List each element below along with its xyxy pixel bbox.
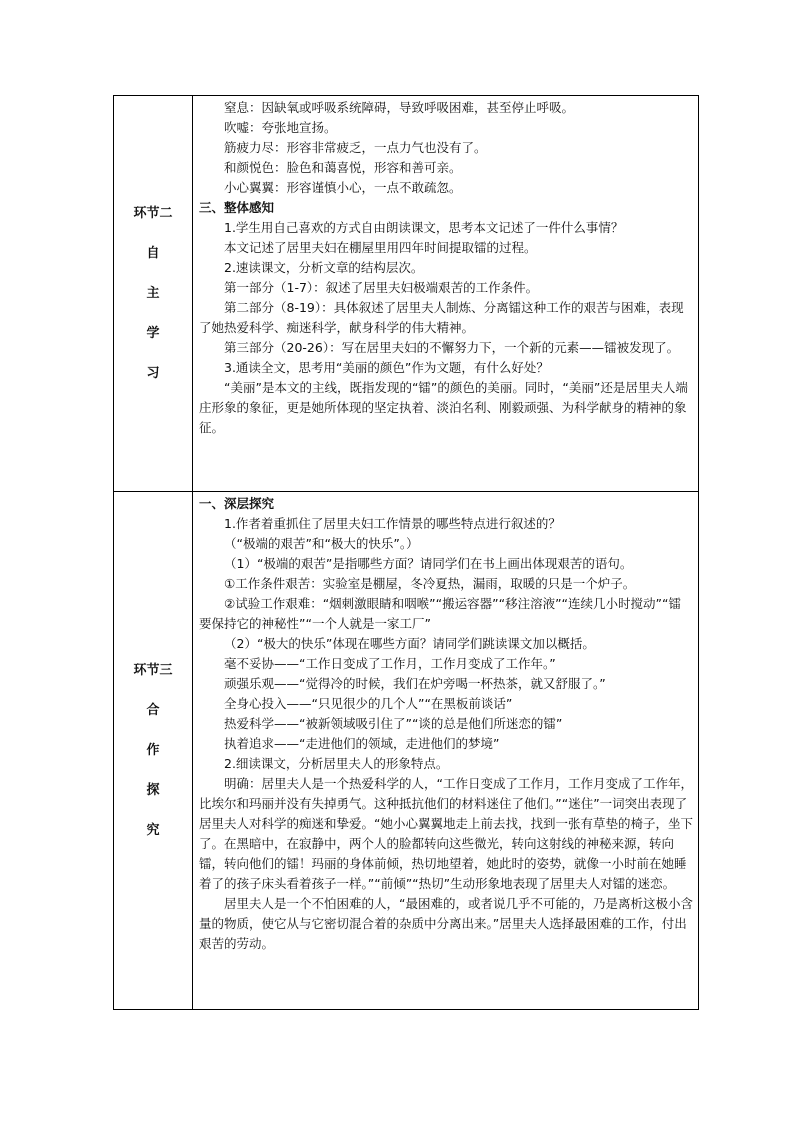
paragraph: 2.速读课文，分析文章的结构层次。: [224, 260, 424, 275]
section-char: 自: [146, 245, 160, 261]
paragraph: “美丽”是本文的主线，既指发现的“镭”的颜色的美丽。同时，“美丽”还是居里夫人端庄形象的象征，更是她所体现的坚定执着、淡泊名利、刚毅顽强、为科学献身的精神的象征。: [199, 380, 688, 435]
lesson-plan-table: [113, 95, 699, 1010]
section-label-cell: [114, 96, 193, 492]
section-title: 环节三: [133, 662, 173, 678]
section-heading: 一、深层探究: [199, 496, 275, 511]
paragraph: 执着追求——“走进他们的领域，走进他们的梦境”: [224, 736, 500, 751]
paragraph: 毫不妥协——“工作日变成了工作月，工作月变成了工作年。”: [224, 656, 556, 671]
paragraph: 和颜悦色：脸色和蔼喜悦，形容和善可亲。: [224, 160, 462, 175]
paragraph: 顽强乐观——“觉得冷的时候，我们在炉旁喝一杯热茶，就又舒服了。”: [224, 676, 606, 691]
section-content-cell: [193, 96, 699, 492]
section-char: 主: [146, 285, 160, 301]
section-row-3: [114, 492, 699, 1010]
paragraph: 2.细读课文，分析居里夫人的形象特点。: [224, 756, 449, 771]
paragraph: 窒息：因缺氧或呼吸系统障碍，导致呼吸困难，甚至停止呼吸。: [224, 100, 575, 115]
section-heading: 三、整体感知: [199, 200, 275, 215]
section-char: 学: [146, 325, 160, 341]
paragraph: 吹嘘：夸张地宣扬。: [224, 120, 337, 135]
section-char: 探: [146, 782, 160, 798]
paragraph: 本文记述了居里夫妇在棚屋里用四年时间提取镭的过程。: [224, 240, 537, 255]
section-char: 合: [146, 702, 160, 718]
paragraph: 全身心投入——“只见很少的几个人”“在黑板前谈话”: [224, 696, 513, 711]
paragraph: ②试验工作艰难：“烟刺激眼睛和咽喉”“搬运容器”“移注溶液”“连续几小时搅动”“镭要保持它的神秘性”“一个人就是一家工厂”: [199, 596, 681, 631]
paragraph: 1.作者着重抓住了居里夫妇工作情景的哪些特点进行叙述的？: [224, 516, 561, 531]
section-title: 环节二: [133, 205, 173, 221]
section-char: 习: [146, 365, 160, 381]
section-row-2: [114, 96, 699, 492]
section-char: 究: [146, 822, 160, 838]
paragraph: 1.学生用自己喜欢的方式自由朗读课文，思考本文记述了一件什么事情？: [224, 220, 624, 235]
section-content-cell: [193, 492, 699, 1010]
paragraph: （1）“极端的艰苦”是指哪些方面？请同学们在书上画出体现艰苦的语句。: [224, 556, 633, 571]
paragraph: 3.通读全文，思考用“美丽的颜色”作为文题，有什么好处？: [224, 360, 549, 375]
section-char: 作: [146, 742, 160, 758]
paragraph: 第二部分（8-19）：具体叙述了居里夫人制炼、分离镭这种工作的艰苦与困难，表现了她热爱科学、痴迷科学，献身科学的伟大精神。: [199, 300, 684, 335]
paragraph: 小心翼翼：形容谨慎小心，一点不敢疏忽。: [224, 180, 462, 195]
paragraph: 明确：居里夫人是一个热爱科学的人，“工作日变成了工作月，工作月变成了工作年，比埃尔和玛丽并没有失掉勇气。这种抵抗他们的材料迷住了他们。”“迷住”一词突出表现了居里夫人对科学的痴迷和挚爱。“她小心翼翼地走上前去找，找到一张有草垫的椅子，坐下了。在黑暗中，在寂静中，两个人的脸都转向这些微光，转向这射线的神秘来源，转向镭，转向他们的镭！玛丽的身体前倾，热切地望着，她此时的姿势，就像一小时前在她睡着了的孩子床头看着孩子一样。”“前倾”“热切”生动形象地表现了居里夫人对镭的迷恋。: [199, 776, 693, 891]
paragraph: 第三部分（20-26）：写在居里夫妇的不懈努力下，一个新的元素——镭被发现了。: [224, 340, 680, 355]
section-label-cell: [114, 492, 193, 1010]
paragraph: 第一部分（1-7）：叙述了居里夫妇极端艰苦的工作条件。: [224, 280, 539, 295]
paragraph: （2）“极大的快乐”体现在哪些方面？请同学们跳读课文加以概括。: [224, 636, 595, 651]
paragraph: 居里夫人是一个不怕困难的人，“最困难的，或者说几乎不可能的，乃是离析这极小含量的物质，使它从与它密切混合着的杂质中分离出来。”居里夫人选择最困难的工作，付出艰苦的劳动。: [199, 896, 693, 951]
paragraph: ①工作条件艰苦：实验室是棚屋，冬冷夏热，漏雨，取暖的只是一个炉子。: [224, 576, 636, 591]
paragraph: 筋疲力尽：形容非常疲乏，一点力气也没有了。: [224, 140, 487, 155]
paragraph: 热爱科学——“被新领域吸引住了”“谈的总是他们所迷恋的镭”: [224, 716, 563, 731]
paragraph: （“极端的艰苦”和“极大的快乐”。）: [224, 536, 419, 551]
